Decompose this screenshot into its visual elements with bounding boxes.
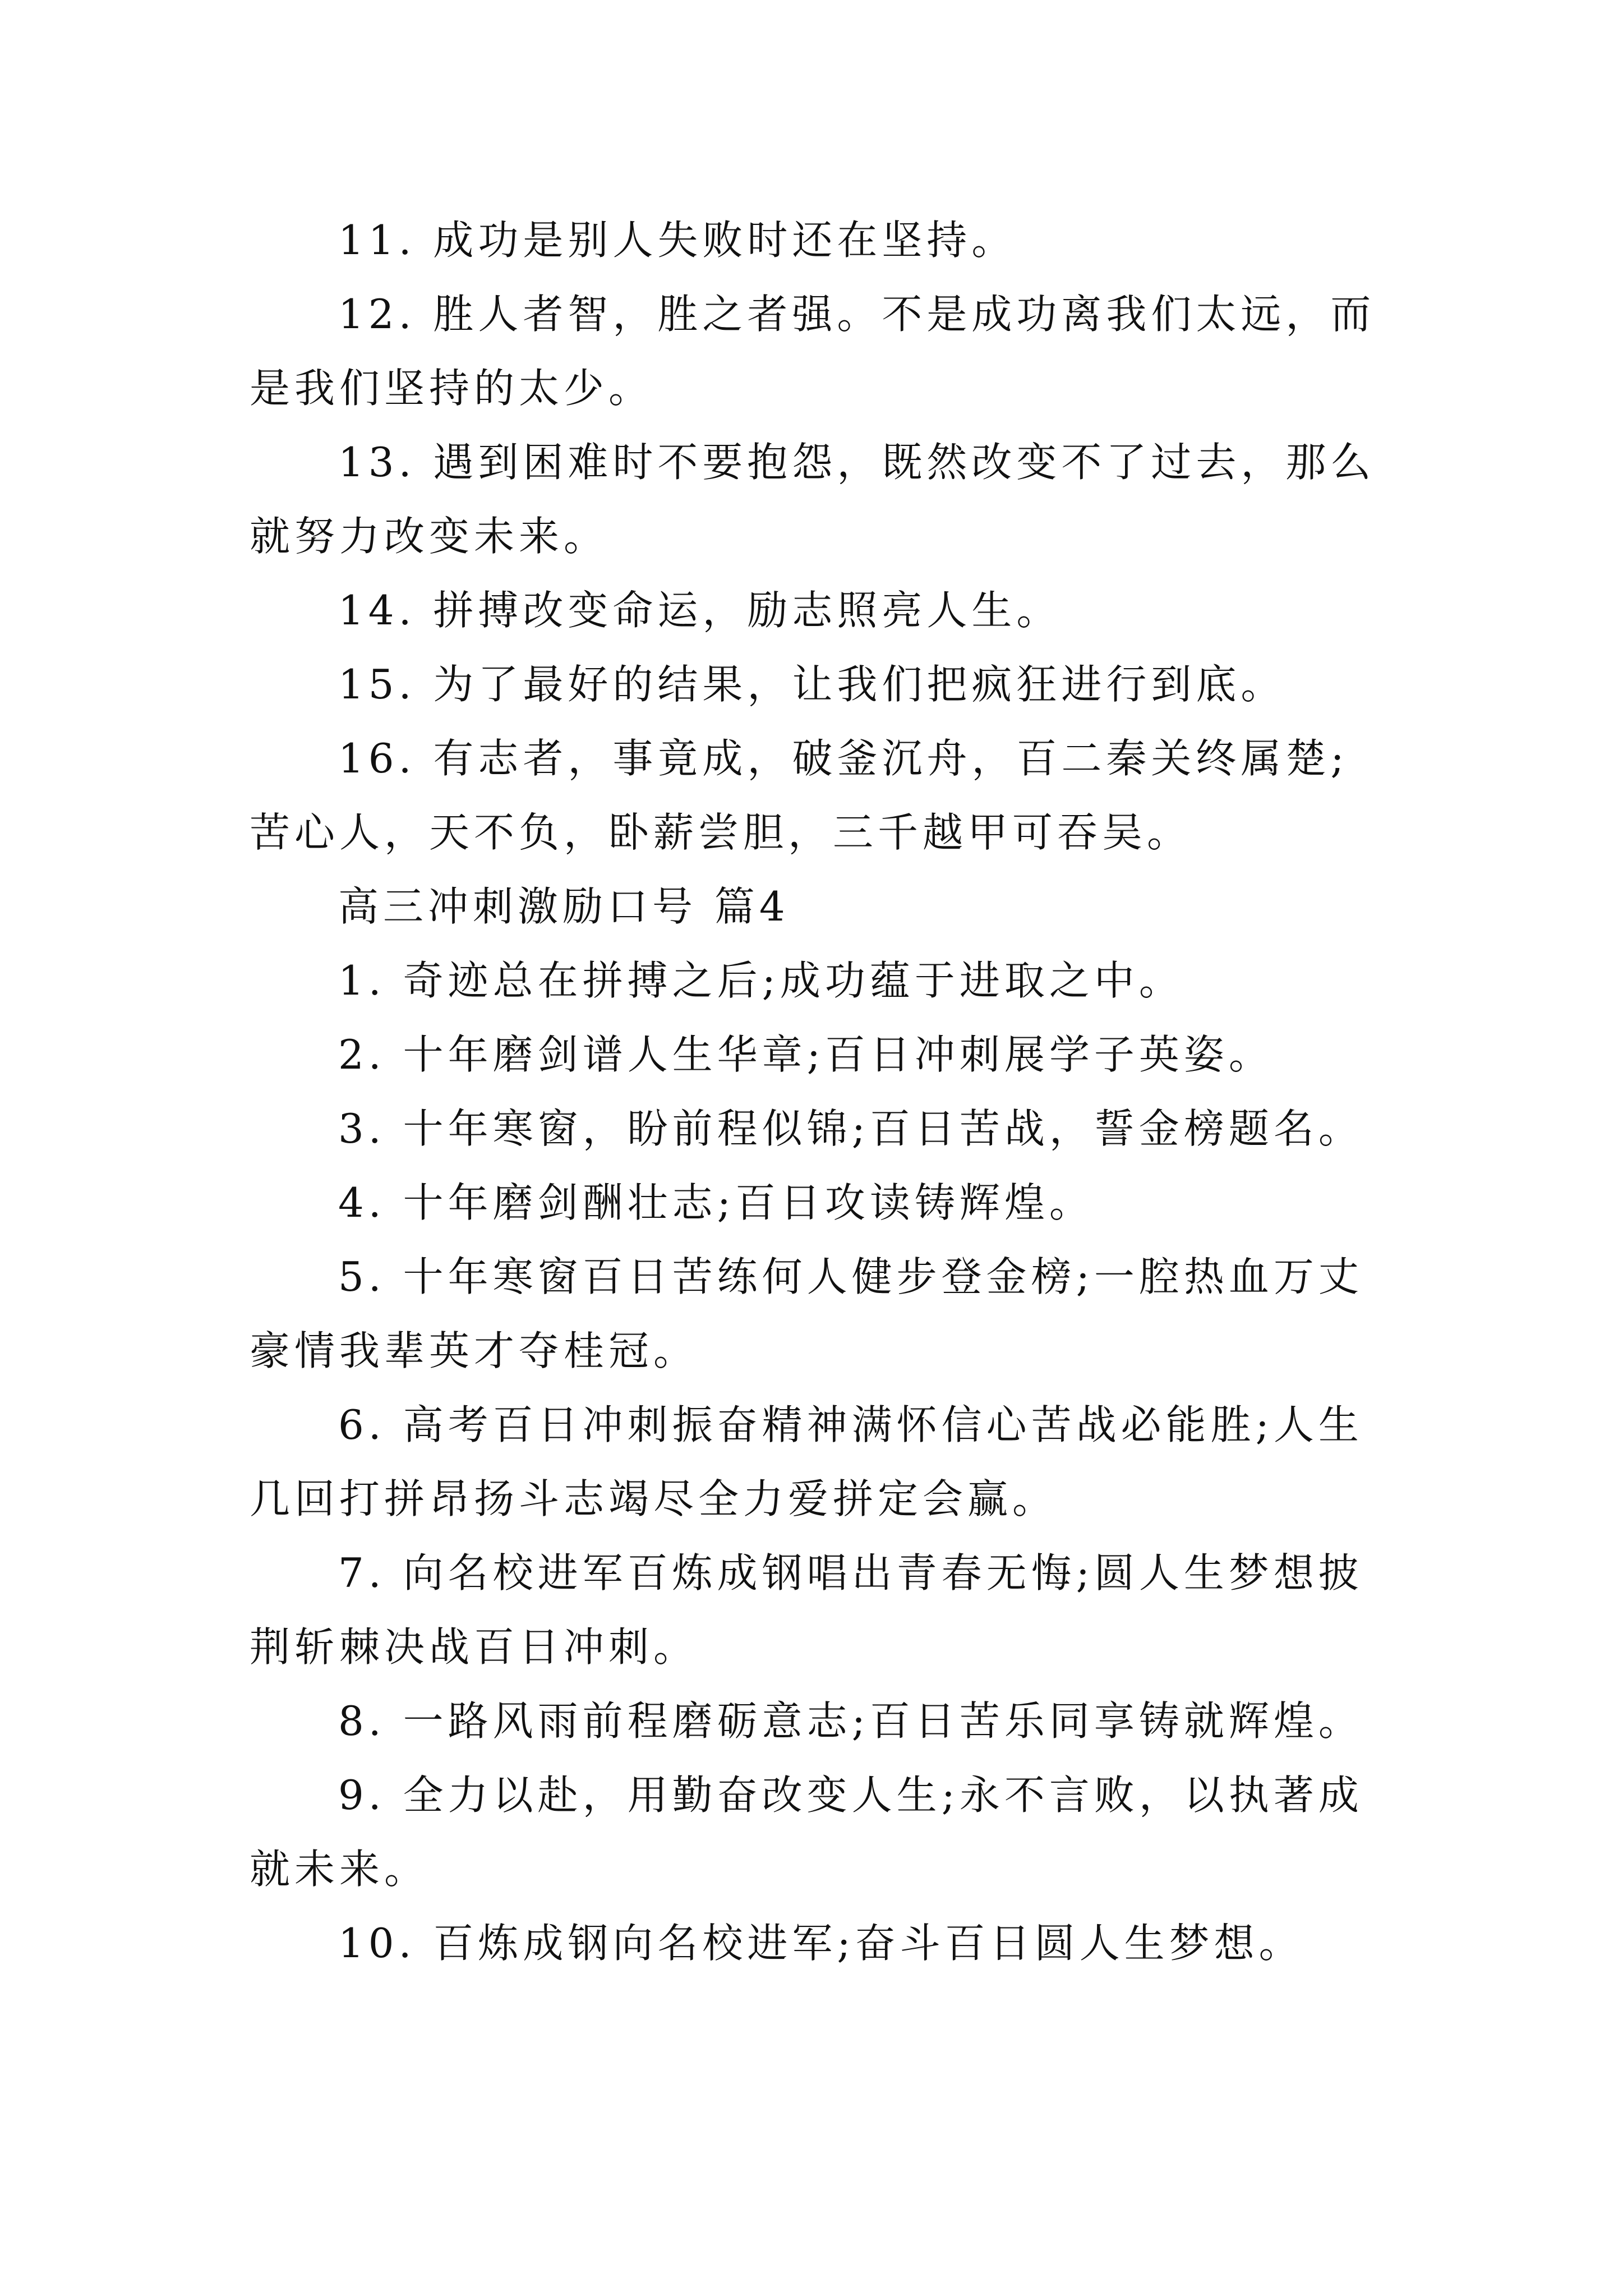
paragraph-item-10: 10. 百炼成钢向名校进军;奋斗百日圆人生梦想。 bbox=[338, 1920, 1304, 1967]
paragraph-item-3: 3. 十年寒窗，盼前程似锦;百日苦战，誓金榜题名。 bbox=[338, 1105, 1363, 1152]
paragraph-item-14: 14. 拼搏改变命运，励志照亮人生。 bbox=[338, 587, 1062, 634]
paragraph-item-13: 13. 遇到困难时不要抱怨，既然改变不了过去，那么就努力改变未来。 bbox=[250, 439, 1376, 560]
paragraph-item-16: 16. 有志者，事竟成，破釜沉舟，百二秦关终属楚;苦心人，天不负，卧薪尝胆，三千越甲可吞吴。 bbox=[250, 735, 1349, 856]
paragraph-item-2: 2. 十年磨剑谱人生华章;百日冲刺展学子英姿。 bbox=[338, 1031, 1274, 1078]
paragraph-item-6: 6. 高考百日冲刺振奋精神满怀信心苦战必能胜;人生几回打拼昂扬斗志竭尽全力爱拼定会赢。 bbox=[250, 1401, 1363, 1522]
paragraph-item-7: 7. 向名校进军百炼成钢唱出青春无悔;圆人生梦想披荆斩棘决战百日冲刺。 bbox=[250, 1549, 1363, 1671]
section-heading: 高三冲刺激励口号 篇4 bbox=[338, 883, 790, 930]
paragraph-item-11: 11. 成功是别人失败时还在坚持。 bbox=[338, 217, 1017, 264]
paragraph-item-15: 15. 为了最好的结果，让我们把疯狂进行到底。 bbox=[338, 661, 1286, 708]
document-body bbox=[250, 203, 1377, 1980]
paragraph-item-8: 8. 一路风雨前程磨砺意志;百日苦乐同享铸就辉煌。 bbox=[338, 1697, 1363, 1745]
paragraph-item-4: 4. 十年磨剑酬壮志;百日攻读铸辉煌。 bbox=[338, 1179, 1094, 1226]
paragraph-item-5: 5. 十年寒窗百日苦练何人健步登金榜;一腔热血万丈豪情我辈英才夺桂冠。 bbox=[250, 1253, 1363, 1374]
paragraph-item-12: 12. 胜人者智，胜之者强。不是成功离我们太远，而是我们坚持的太少。 bbox=[250, 291, 1376, 412]
paragraph-item-1: 1. 奇迹总在拼搏之后;成功蕴于进取之中。 bbox=[338, 957, 1184, 1004]
paragraph-item-9: 9. 全力以赴，用勤奋改变人生;永不言败，以执著成就未来。 bbox=[250, 1772, 1363, 1893]
